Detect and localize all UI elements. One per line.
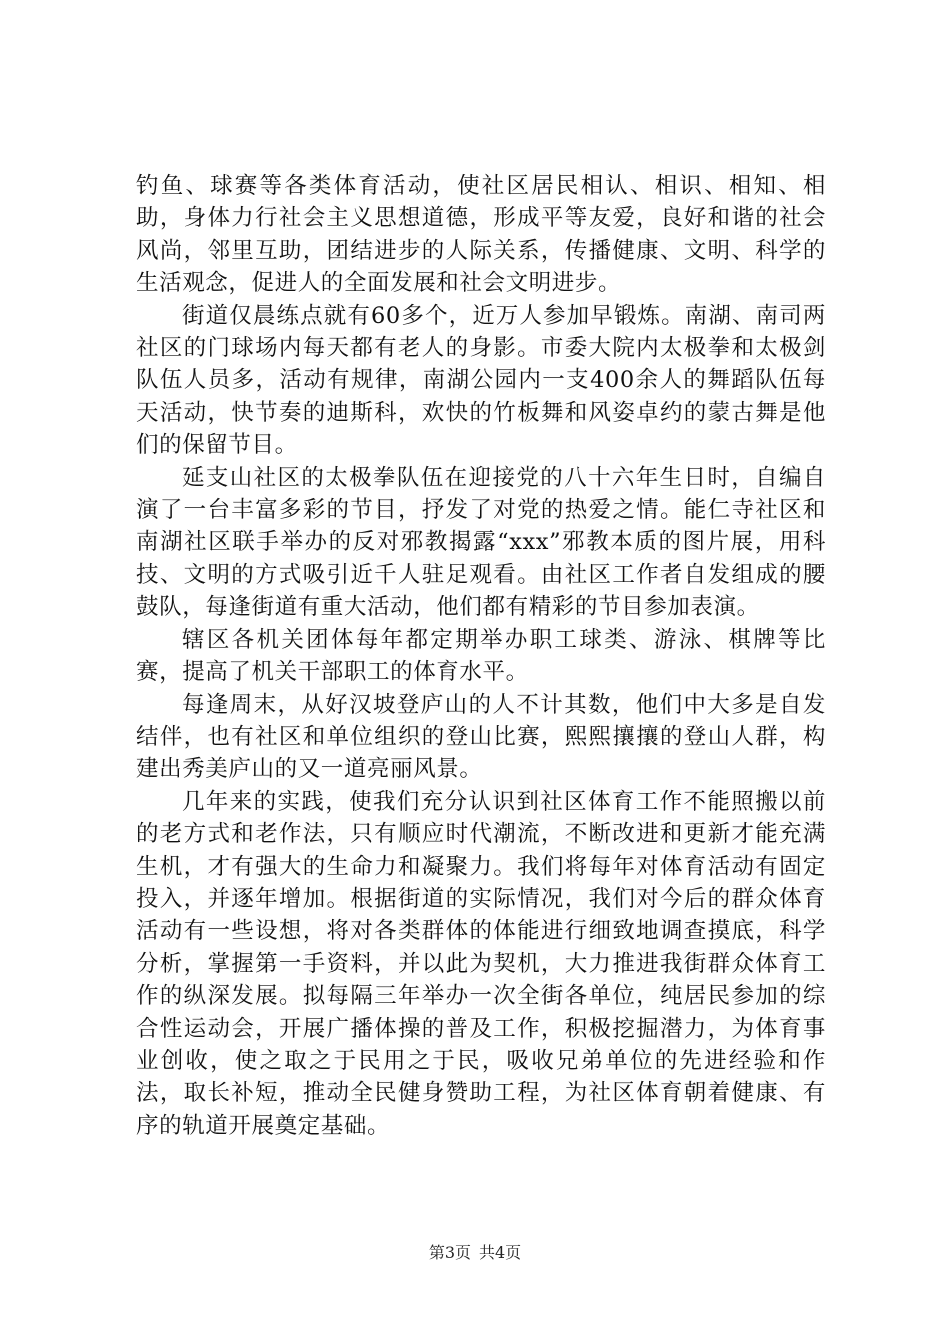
- paragraph-4: 辖区各机关团体每年都定期举办职工球类、游泳、棋牌等比赛，提高了机关干部职工的体育水平。: [136, 626, 826, 686]
- page-footer: [0, 1243, 950, 1263]
- page-number: 第3页: [428, 1243, 471, 1262]
- document-body: [136, 170, 826, 1142]
- paragraph-1: 钓鱼、球赛等各类体育活动，使社区居民相认、相识、相知、相助，身体力行社会主义思想道德，形成平等友爱，良好和谐的社会风尚，邻里互助，团结进步的人际关系，传播健康、文明、科学的生活观念，促进人的全面发展和社会文明进步。: [136, 173, 826, 297]
- page-total: 共4页: [479, 1243, 522, 1262]
- paragraph-5: 每逢周末，从好汉坡登庐山的人不计其数，他们中大多是自发结伴，也有社区和单位组织的登山比赛，熙熙攘攘的登山人群，构建出秀美庐山的又一道亮丽风景。: [136, 691, 826, 783]
- paragraph-6: 几年来的实践，使我们充分认识到社区体育工作不能照搬以前的老方式和老作法，只有顺应时代潮流，不断改进和更新才能充满生机，才有强大的生命力和凝聚力。我们将每年对体育活动有固定投入，并逐年增加。根据街道的实际情况，我们对今后的群众体育活动有一些设想，将对各类群体的体能进行细致地调查摸底，科学分析，掌握第一手资料，并以此为契机，大力推进我街群众体育工作的纵深发展。拟每隔三年举办一次全街各单位，纯居民参加的综合性运动会，开展广播体操的普及工作，积极挖掘潜力，为体育事业创收，使之取之于民用之于民，吸收兄弟单位的先进经验和作法，取长补短，推动全民健身赞助工程，为社区体育朝着健康、有序的轨道开展奠定基础。: [136, 788, 826, 1139]
- paragraph-2: 街道仅晨练点就有60多个，近万人参加早锻炼。南湖、南司两社区的门球场内每天都有老人的身影。市委大院内太极拳和太极剑队伍人员多，活动有规律，南湖公园内一支400余人的舞蹈队伍每天活动，快节奏的迪斯科，欢快的竹板舞和风姿卓约的蒙古舞是他们的保留节目。: [136, 302, 826, 459]
- paragraph-3: 延支山社区的太极拳队伍在迎接党的八十六年生日时，自编自演了一台丰富多彩的节目，抒发了对党的热爱之情。能仁寺社区和南湖社区联手举办的反对邪教揭露“xxx”邪教本质的图片展，用科技、文明的方式吸引近千人驻足观看。由社区工作者自发组成的腰鼓队，每逢街道有重大活动，他们都有精彩的节目参加表演。: [136, 464, 826, 621]
